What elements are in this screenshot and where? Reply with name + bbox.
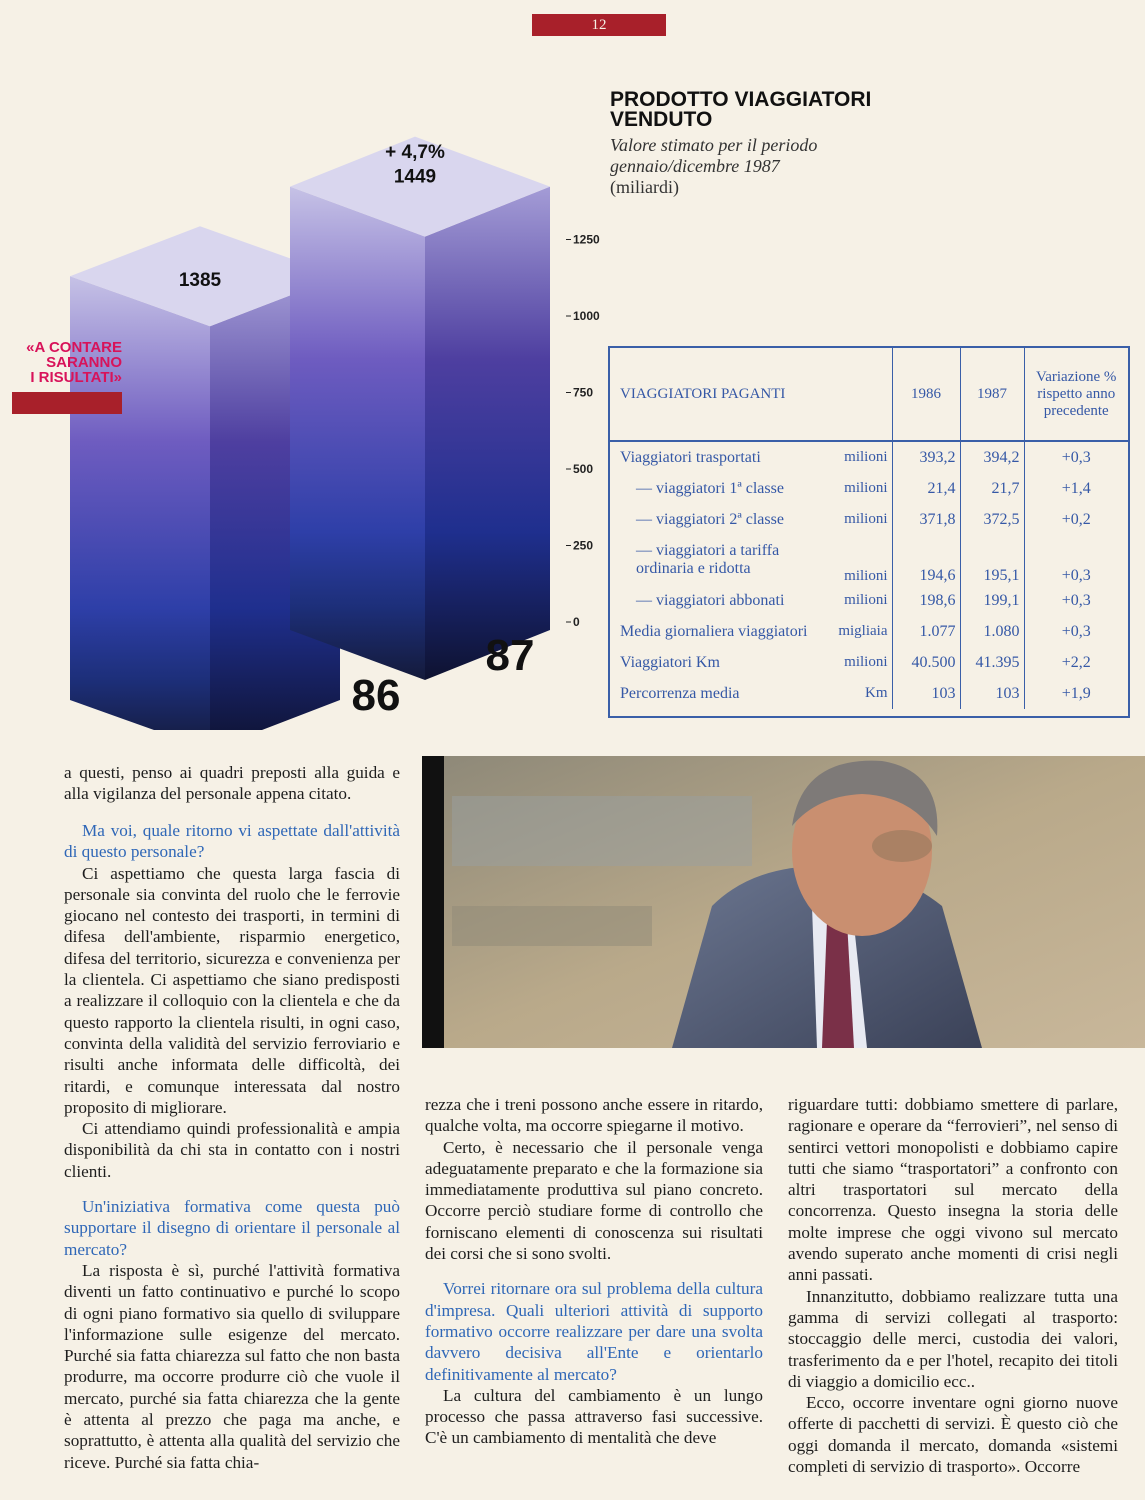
row-variation: +0,2 — [1061, 510, 1091, 528]
row-variation: +0,3 — [1061, 622, 1091, 640]
row-1987: 195,1 — [960, 535, 1024, 585]
table-header-label: VIAGGIATORI PAGANTI — [610, 348, 892, 441]
row-unit: Km — [828, 678, 892, 709]
table-row — [610, 647, 1128, 678]
paragraph: riguardare tutti: dobbiamo smettere di parlare, ragionare e operare da “ferrovieri”, nel senso di sentirci vettori monopolisti e dobbiamo capire tutti che siamo “trasportatori” a confronto con altri trasportatori sul mercato della concorrenza. Questo insegna la storia delle molte imprese che oggi vivono sul mercato avendo superato anche momenti di crisi negli anni passati. — [788, 1095, 1118, 1285]
page-number: 12 — [532, 14, 666, 36]
bars-group — [70, 137, 550, 730]
bar-87 — [290, 137, 550, 680]
pull-quote — [10, 340, 122, 385]
row-unit: milioni — [828, 473, 892, 504]
paragraph: La risposta è sì, purché l'attività formativa diventi un fatto continuativo e purché lo scopo di ogni piano formativo sia quello di sviluppare l'informazione sulle esigenze del mercato. Purché sia fatta chiarezza sul fatto che non basta produrre, ma occorre produrre ciò che vuole il mercato, purché sia fatta chiarezza che la gente è attenta al prezzo che paga ma anche, e soprattutto, è attenta alla qualità del servizio che riceve. Purché sia fatta chia- — [64, 1260, 400, 1472]
table-row — [610, 535, 1128, 585]
paragraph: Ci attendiamo quindi professionalità e ampia disponibilità da chi sta in contatto con i nostri clienti. — [64, 1119, 400, 1181]
row-unit: milioni — [828, 441, 892, 473]
table-row — [610, 678, 1128, 709]
row-1987: 21,7 — [960, 473, 1024, 504]
y-axis — [566, 233, 600, 630]
column-1-top — [64, 762, 400, 805]
paragraph: Ci aspettiamo che questa larga fascia di personale sia convinta del ruolo che le ferrovie giocano nel contesto dei trasporti, in termini di difesa dell'ambiente, risparmio energetico, difesa del territorio, sicurezza e convenienza per la clientela. Ci aspettiamo che siano predisposti a realizzare il colloquio con la clientela e che da questo rapporto la clientela risulti, in ogni caso, convinta della validità del servizio ferroviario e risulti anche informata delle difficoltà, dei ritardi, e comunque interessata dal nostro proposito di migliorare. — [64, 863, 400, 1117]
column-3 — [788, 1094, 1118, 1477]
table-row — [610, 473, 1128, 504]
row-variation: +0,3 — [1061, 567, 1091, 584]
row-1986: 198,6 — [892, 585, 960, 616]
row-1986: 393,2 — [892, 441, 960, 473]
row-1986: 1.077 — [892, 616, 960, 647]
question: Ma voi, quale ritorno vi aspettate dall'attività di questo personale? — [64, 821, 400, 862]
row-1986: 40.500 — [892, 647, 960, 678]
row-label: Media giornaliera viaggiatori — [620, 622, 808, 640]
y-tick-label: 0 — [573, 615, 580, 629]
row-label: — viaggiatori abbonati — [636, 591, 785, 609]
chart-unit: (miliardi) — [610, 177, 679, 197]
table-row — [610, 441, 1128, 473]
paragraph: a questi, penso ai quadri preposti alla guida e alla vigilanza del personale appena citato. — [64, 763, 400, 804]
row-label: — viaggiatori a tariffa ordinaria e ridotta — [636, 542, 780, 577]
table-header-1987: 1987 — [960, 348, 1024, 441]
bar-category-label: 87 — [485, 631, 535, 680]
paragraph: Certo, è necessario che il personale venga adeguatamente preparato e che la formazione sia immediatamente produttiva sul piano concreto. Occorre perciò studiare forme di controllo che forniscano elementi di conoscenza sui risultati dei corsi che si sono svolti. — [425, 1137, 763, 1264]
bar-category-label: 86 — [351, 671, 401, 720]
row-unit: milioni — [828, 647, 892, 678]
bar-value-label: 1385 — [178, 270, 222, 292]
table-row — [610, 585, 1128, 616]
row-label: — viaggiatori 1ª classe — [636, 479, 784, 497]
row-1986: 194,6 — [892, 535, 960, 585]
y-tick-label: 250 — [573, 538, 594, 553]
question: Un'iniziativa formativa come questa può supportare il disegno di orientare il personale al mercato? — [64, 1197, 400, 1259]
row-variation: +0,3 — [1061, 448, 1091, 466]
pull-quote-line: «A CONTARE — [26, 339, 122, 356]
chart-title: PRODOTTO VIAGGIATORI VENDUTO — [610, 88, 872, 131]
row-variation: +0,3 — [1061, 591, 1091, 609]
portrait-photo — [422, 756, 1145, 1048]
bar-chart — [40, 80, 630, 730]
column-2 — [425, 1094, 763, 1449]
row-1986: 103 — [892, 678, 960, 709]
y-tick-label: 1250 — [573, 232, 600, 247]
table-header-1986: 1986 — [892, 348, 960, 441]
row-1987: 1.080 — [960, 616, 1024, 647]
bar-front-face — [290, 187, 425, 680]
paragraph: Ecco, occorre inventare ogni giorno nuove offerte di pacchetti di servizi. È questo ciò che oggi domanda il mercato, domanda «sistemi completi di servizio di trasporto». Occorre — [788, 1393, 1118, 1477]
row-1987: 103 — [960, 678, 1024, 709]
row-1987: 372,5 — [960, 504, 1024, 535]
row-unit: milioni — [828, 504, 892, 535]
passengers-table — [608, 346, 1130, 718]
y-tick-label: 500 — [573, 462, 594, 476]
row-1987: 394,2 — [960, 441, 1024, 473]
table-row — [610, 504, 1128, 535]
pull-quote-line: SARANNO — [46, 354, 122, 371]
paragraph: Innanzitutto, dobbiamo realizzare tutta una gamma di servizi collegati al trasporto: stoccaggio delle merci, custodia dei valori, trasferimento da e per l'hotel, recapito dei titoli di viaggio a domicilio ecc.. — [788, 1286, 1118, 1391]
row-1986: 371,8 — [892, 504, 960, 535]
row-unit: milioni — [828, 535, 892, 585]
pull-quote-line: I RISULTATI» — [30, 369, 122, 386]
row-unit: migliaia — [828, 616, 892, 647]
row-variation: +1,4 — [1061, 479, 1091, 497]
table-header-variation: Variazione % rispetto anno precedente — [1024, 348, 1128, 441]
accent-bar — [12, 392, 122, 414]
row-1986: 21,4 — [892, 473, 960, 504]
growth-percent-label: + 4,7% — [385, 142, 445, 163]
table-row — [610, 616, 1128, 647]
row-variation: +1,9 — [1061, 684, 1091, 702]
row-unit: milioni — [828, 585, 892, 616]
paragraph: La cultura del cambiamento è un lungo processo che passa attraverso fasi successive. C'è un cambiamento di mentalità che deve — [425, 1385, 763, 1448]
bar-value-label: 1449 — [393, 166, 437, 188]
row-1987: 41.395 — [960, 647, 1024, 678]
row-label: — viaggiatori 2ª classe — [636, 510, 784, 528]
chart-subtitle: Valore stimato per il periodo gennaio/dicembre 1987 — [610, 135, 818, 176]
question: Vorrei ritornare ora sul problema della cultura d'impresa. Quali ulteriori attività di supporto formativo occorre realizzare per dare una svolta davvero decisiva all'Ente e orientarlo definitivamente al mercato? — [425, 1279, 763, 1384]
y-tick-label: 1000 — [573, 309, 600, 323]
paragraph: rezza che i treni possono anche essere in ritardo, qualche volta, ma occorre spiegarne il motivo. — [425, 1095, 763, 1136]
row-1987: 199,1 — [960, 585, 1024, 616]
row-label: Viaggiatori Km — [620, 653, 720, 671]
y-tick-label: 750 — [573, 385, 594, 400]
row-label: Percorrenza media — [620, 684, 740, 702]
row-label: Viaggiatori trasportati — [620, 448, 761, 466]
column-1 — [64, 820, 400, 1473]
row-variation: +2,2 — [1061, 653, 1091, 671]
bar-side-face — [425, 187, 550, 680]
